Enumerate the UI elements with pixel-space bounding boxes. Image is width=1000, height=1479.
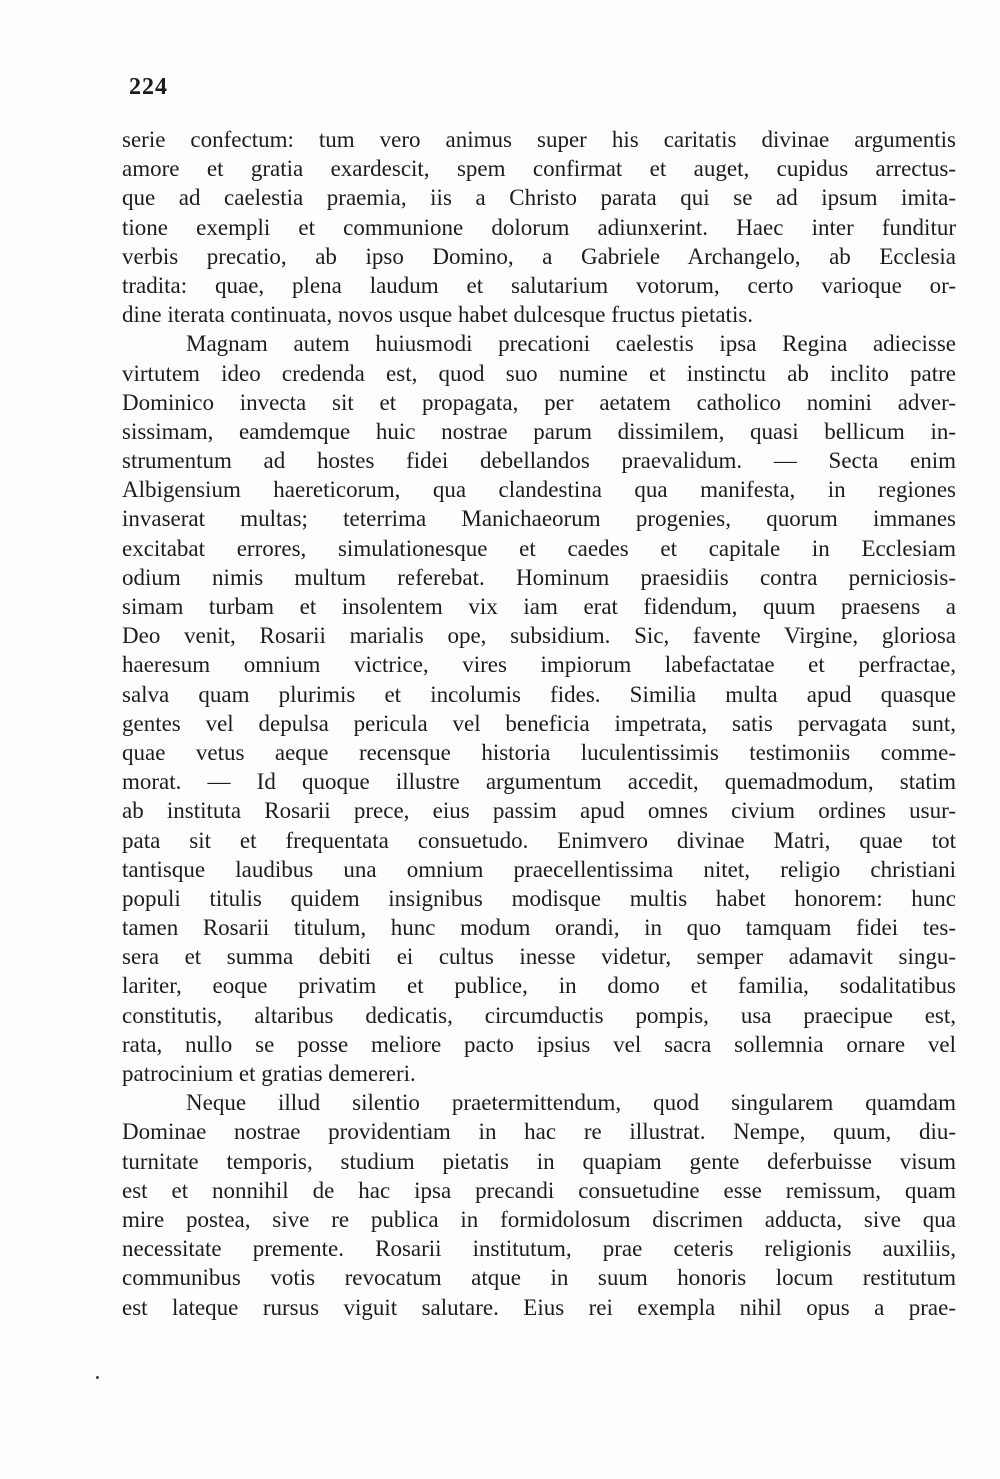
text-line: Albigensium haereticorum, qua clandestina qua manifesta, in regiones bbox=[122, 477, 956, 503]
text-line: populi titulis quidem insignibus modisque multis habet honorem: hunc bbox=[122, 885, 956, 911]
text-line: que ad caelestia praemia, iis a Christo parata qui se ad ipsum imita- bbox=[122, 185, 956, 211]
text-line: patrocinium et gratias demereri. bbox=[122, 1061, 416, 1086]
text-line: constitutis, altaribus dedicatis, circumductis pompis, usa praecipue est, bbox=[122, 1002, 956, 1028]
text-line: dine iterata continuata, novos usque habet dulcesque fructus pietatis. bbox=[122, 302, 754, 328]
text-line: Dominae nostrae providentiam in hac re illustrat. Nempe, quum, diu- bbox=[122, 1119, 956, 1145]
text-line: est lateque rursus viguit salutare. Eius rei exempla nihil opus a prae- bbox=[122, 1294, 956, 1320]
text-line: tamen Rosarii titulum, hunc modum orandi, in quo tamquam fidei tes- bbox=[122, 915, 956, 941]
text-line: tantisque laudibus una omnium praecellentissima nitet, religio christiani bbox=[122, 856, 956, 882]
text-line: Dominico invecta sit et propagata, per aetatem catholico nomini adver- bbox=[122, 389, 956, 415]
text-line: excitabat errores, simulationesque et caedes et capitale in Ecclesiam bbox=[122, 535, 956, 561]
text-line: mire postea, sive re publica in formidolosum discrimen adducta, sive qua bbox=[122, 1206, 956, 1232]
body-text bbox=[122, 125, 956, 1322]
text-line: communibus votis revocatum atque in suum honoris locum restitutum bbox=[122, 1265, 956, 1291]
text-line: virtutem ideo credenda est, quod suo numine et instinctu ab inclito patre bbox=[122, 360, 956, 386]
text-line: haeresum omnium victrice, vires impiorum labefactatae et perfractae, bbox=[122, 652, 956, 678]
text-line: invaserat multas; teterrima Manichaeorum progenies, quorum immanes bbox=[122, 506, 956, 532]
text-line: Neque illud silentio praetermittendum, quod singularem quamdam bbox=[186, 1090, 956, 1116]
text-line: Deo venit, Rosarii marialis ope, subsidium. Sic, favente Virgine, gloriosa bbox=[122, 623, 956, 649]
text-line: Magnam autem huiusmodi precationi caelestis ipsa Regina adiecisse bbox=[186, 331, 956, 357]
text-line: turnitate temporis, studium pietatis in quapiam gente deferbuisse visum bbox=[122, 1148, 956, 1174]
ink-speck bbox=[96, 1376, 99, 1379]
text-line: tradita: quae, plena laudum et salutarium votorum, certo varioque or- bbox=[122, 272, 956, 298]
text-line: verbis precatio, ab ipso Domino, a Gabriele Archangelo, ab Ecclesia bbox=[122, 243, 956, 269]
text-line: quae vetus aeque recensque historia luculentissimis testimoniis comme- bbox=[122, 739, 956, 765]
text-line: est et nonnihil de hac ipsa precandi consuetudine esse remissum, quam bbox=[122, 1177, 956, 1203]
text-line: simam turbam et insolentem vix iam erat fidendum, quum praesens a bbox=[122, 594, 956, 619]
text-line: ab instituta Rosarii prece, eius passim apud omnes civium ordines usur- bbox=[122, 798, 956, 824]
text-line: tione exempli et communione dolorum adiunxerint. Haec inter funditur bbox=[122, 214, 956, 240]
text-line: pata sit et frequentata consuetudo. Enimvero divinae Matri, quae tot bbox=[122, 827, 956, 853]
text-line: lariter, eoque privatim et publice, in domo et familia, sodalitatibus bbox=[122, 973, 956, 999]
text-line: necessitate premente. Rosarii institutum, prae ceteris religionis auxiliis, bbox=[122, 1236, 956, 1262]
text-line: rata, nullo se posse meliore pacto ipsius vel sacra sollemnia ornare vel bbox=[122, 1031, 956, 1057]
text-line: morat. — Id quoque illustre argumentum accedit, quemadmodum, statim bbox=[122, 769, 956, 795]
text-line: strumentum ad hostes fidei debellandos praevalidum. — Secta enim bbox=[122, 448, 956, 474]
text-line: amore et gratia exardescit, spem confirmat et auget, cupidus arrectus- bbox=[122, 156, 956, 182]
text-line: serie confectum: tum vero animus super his caritatis divinae argumentis bbox=[122, 127, 956, 152]
text-line: sissimam, eamdemque huic nostrae parum dissimilem, quasi bellicum in- bbox=[122, 418, 956, 444]
text-line: sera et summa debiti ei cultus inesse videtur, semper adamavit singu- bbox=[122, 944, 956, 970]
page-number: 224 bbox=[129, 74, 168, 100]
text-line: gentes vel depulsa pericula vel beneficia impetrata, satis pervagata sunt, bbox=[122, 710, 956, 736]
text-line: salva quam plurimis et incolumis fides. Similia multa apud quasque bbox=[122, 681, 956, 707]
text-line: odium nimis multum referebat. Hominum praesidiis contra perniciosis- bbox=[122, 564, 956, 590]
